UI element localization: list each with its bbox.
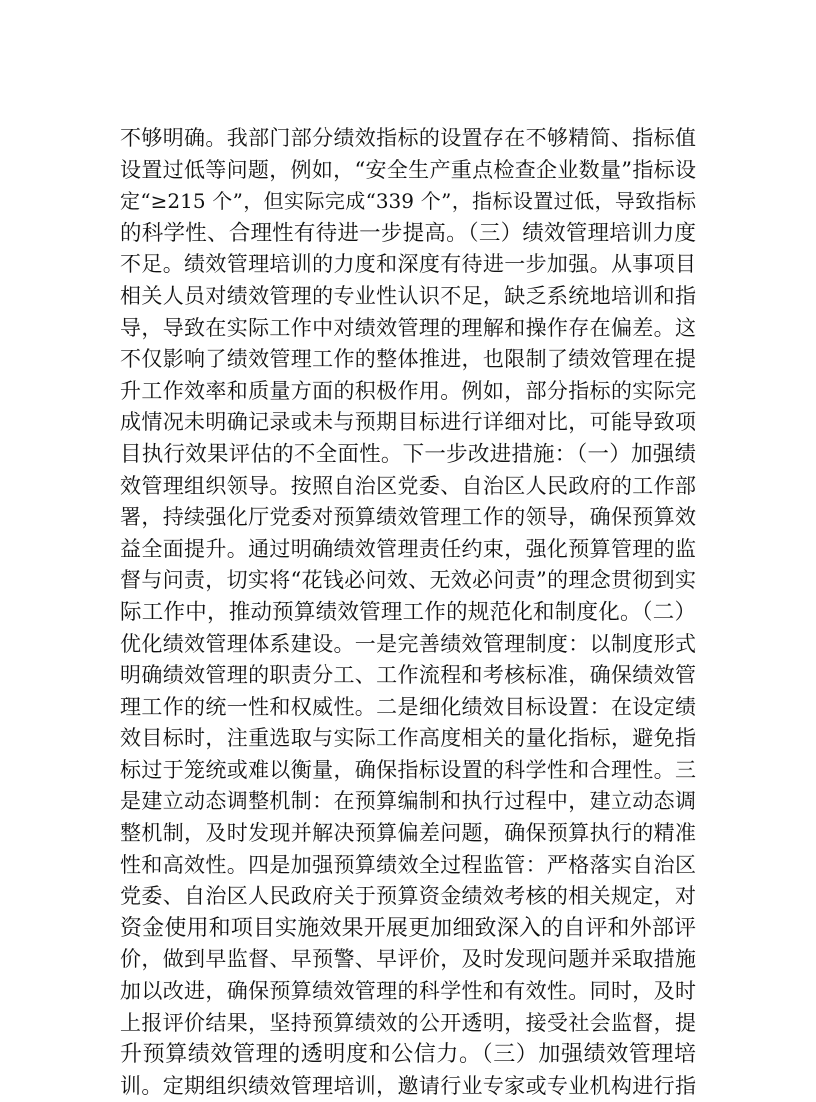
- text-line: 目执行效果评估的不全面性。下一步改进措施：（一）加强绩: [120, 441, 696, 467]
- text-line: 升预算绩效管理的透明度和公信力。（三）加强绩效管理培: [120, 1042, 696, 1068]
- text-line: 定“≥215 个”，但实际完成“339 个”，指标设置过低，导致指标: [120, 189, 696, 214]
- text-line: 训。定期组织绩效管理培训，邀请行业专家或专业机构进行指: [120, 1073, 696, 1098]
- text-line: 加以改进，确保预算绩效管理的科学性和有效性。同时，及时: [120, 979, 696, 1004]
- text-line: 效目标时，注重选取与实际工作高度相关的量化指标，避免指: [120, 726, 696, 751]
- text-line: 升工作效率和质量方面的积极作用。例如，部分指标的实际完: [120, 378, 696, 403]
- text-line: 是建立动态调整机制：在预算编制和执行过程中，建立动态调: [120, 789, 696, 814]
- text-line: 标过于笼统或难以衡量，确保指标设置的科学性和合理性。三: [120, 757, 696, 782]
- text-line: 相关人员对绩效管理的专业性认识不足，缺乏系统地培训和指: [120, 283, 696, 308]
- body-paragraph: [120, 123, 696, 1102]
- text-line: 设置过低等问题，例如，“安全生产重点检查企业数量”指标设: [120, 157, 696, 182]
- text-line: 资金使用和项目实施效果开展更加细致深入的自评和外部评: [120, 915, 696, 941]
- text-line: 成情况未明确记录或未与预期目标进行详细对比，可能导致项: [120, 410, 696, 435]
- text-line: 优化绩效管理体系建设。一是完善绩效管理制度：以制度形式: [120, 631, 696, 656]
- text-line: 明确绩效管理的职责分工、工作流程和考核标准，确保绩效管: [120, 663, 696, 688]
- text-line: 性和高效性。四是加强预算绩效全过程监管：严格落实自治区: [120, 852, 696, 877]
- text-line: 的科学性、合理性有待进一步提高。（三）绩效管理培训力度: [120, 220, 696, 246]
- text-line: 督与问责，切实将“花钱必问效、无效必问责”的理念贯彻到实: [120, 568, 696, 593]
- text-line: 上报评价结果，坚持预算绩效的公开透明，接受社会监督，提: [120, 1010, 696, 1035]
- text-line: 不够明确。我部门部分绩效指标的设置存在不够精简、指标值: [120, 126, 696, 150]
- text-line: 不仅影响了绩效管理工作的整体推进，也限制了绩效管理在提: [120, 347, 696, 372]
- text-line: 导，导致在实际工作中对绩效管理的理解和操作存在偏差。这: [120, 315, 696, 340]
- text-line: 效管理组织领导。按照自治区党委、自治区人民政府的工作部: [120, 473, 696, 498]
- text-line: 际工作中，推动预算绩效管理工作的规范化和制度化。（二）: [120, 599, 696, 625]
- text-line: 价，做到早监督、早预警、早评价，及时发现问题并采取措施: [120, 947, 696, 972]
- text-line: 不足。绩效管理培训的力度和深度有待进一步加强。从事项目: [120, 252, 696, 277]
- text-line: 理工作的统一性和权威性。二是细化绩效目标设置：在设定绩: [120, 694, 696, 719]
- text-line: 党委、自治区人民政府关于预算资金绩效考核的相关规定，对: [120, 884, 696, 909]
- text-line: 益全面提升。通过明确绩效管理责任约束，强化预算管理的监: [120, 536, 696, 561]
- text-line: 整机制，及时发现并解决预算偏差问题，确保预算执行的精准: [120, 821, 696, 846]
- text-line: 署，持续强化厅党委对预算绩效管理工作的领导，确保预算效: [120, 505, 696, 530]
